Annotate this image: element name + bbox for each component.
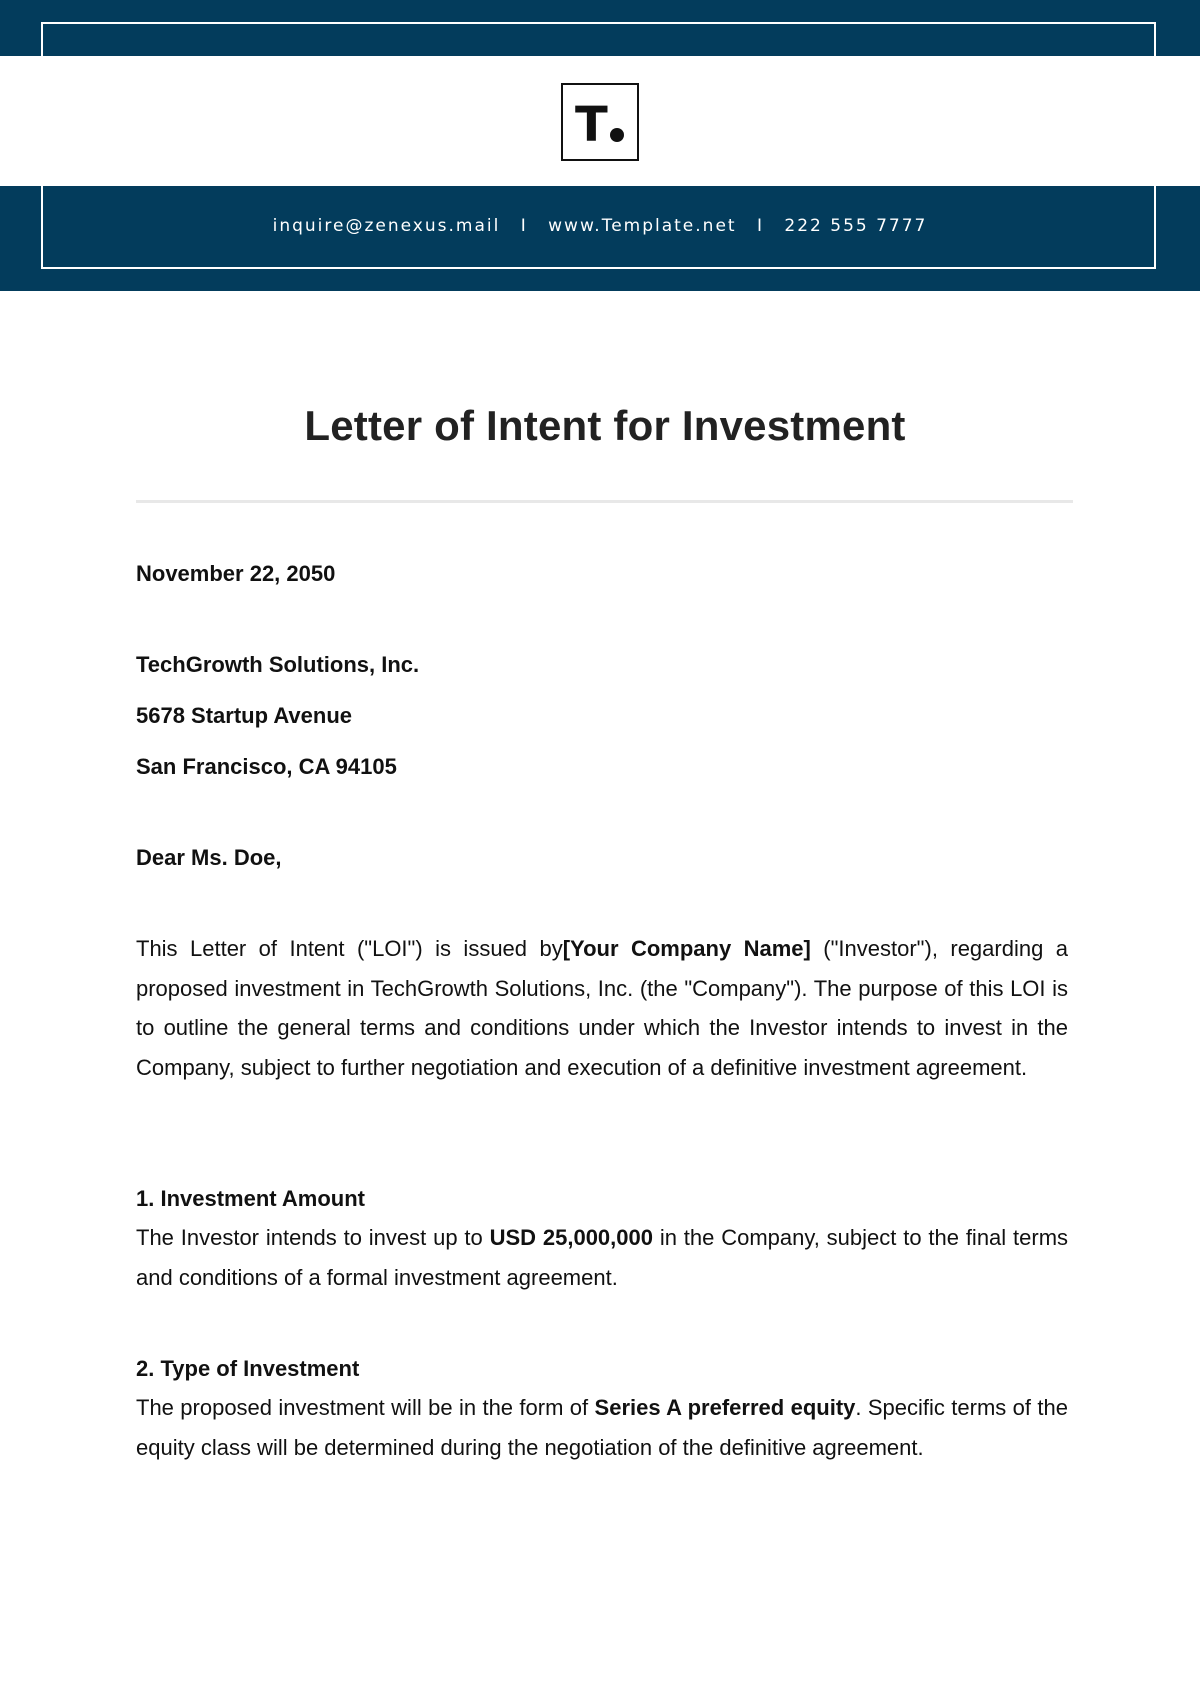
header-frame-top	[41, 22, 1156, 56]
logo-dot	[610, 128, 624, 142]
contact-info	[0, 216, 1200, 236]
intro-paragraph	[136, 929, 1068, 1087]
contact-website[interactable]: www.Template.net	[548, 216, 737, 236]
logo-icon	[563, 85, 637, 159]
section-text: The Investor intends to invest up to	[136, 1225, 490, 1250]
section-heading: 2. Type of Investment	[136, 1356, 360, 1381]
company-name-placeholder: [Your Company Name]	[562, 936, 811, 961]
section-heading: 1. Investment Amount	[136, 1186, 365, 1211]
logo-letter: T	[575, 97, 608, 153]
recipient-street: 5678 Startup Avenue	[136, 703, 353, 728]
section-paragraph	[136, 1388, 1068, 1467]
salutation: Dear Ms. Doe,	[136, 845, 282, 870]
section-text: in the Company, subject to the final terms and conditions of a formal investment agreement.	[136, 1225, 1069, 1290]
company-logo	[561, 83, 639, 161]
letter-date: November 22, 2050	[136, 561, 336, 586]
contact-phone[interactable]: 222 555 7777	[784, 216, 928, 236]
section-paragraph	[136, 1218, 1068, 1297]
recipient-city: San Francisco, CA 94105	[136, 754, 397, 779]
investment-type: Series A preferred equity	[594, 1395, 856, 1420]
contact-separator: I	[520, 216, 528, 236]
investment-amount: USD 25,000,000	[489, 1225, 653, 1250]
recipient-company: TechGrowth Solutions, Inc.	[136, 652, 420, 677]
intro-text: This Letter of Intent ("LOI") is issued by	[136, 936, 563, 961]
title-divider	[136, 500, 1073, 503]
contact-email[interactable]: inquire@zenexus.mail	[272, 216, 501, 236]
document-title: Letter of Intent for Investment	[304, 402, 906, 449]
section-text: The proposed investment will be in the form of	[136, 1395, 595, 1420]
intro-text: ("Investor"), regarding a proposed investment in TechGrowth Solutions, Inc. (the "Company"). The purpose of this LOI is to outline the general terms and conditions under which the Investor intends to invest in the Company, subject to further negotiation and execution of a definitive investment agreement.	[136, 936, 1068, 1080]
contact-separator: I	[756, 216, 764, 236]
section-text: . Specific terms of the equity class will be determined during the negotiation of the definitive agreement.	[136, 1395, 1068, 1460]
